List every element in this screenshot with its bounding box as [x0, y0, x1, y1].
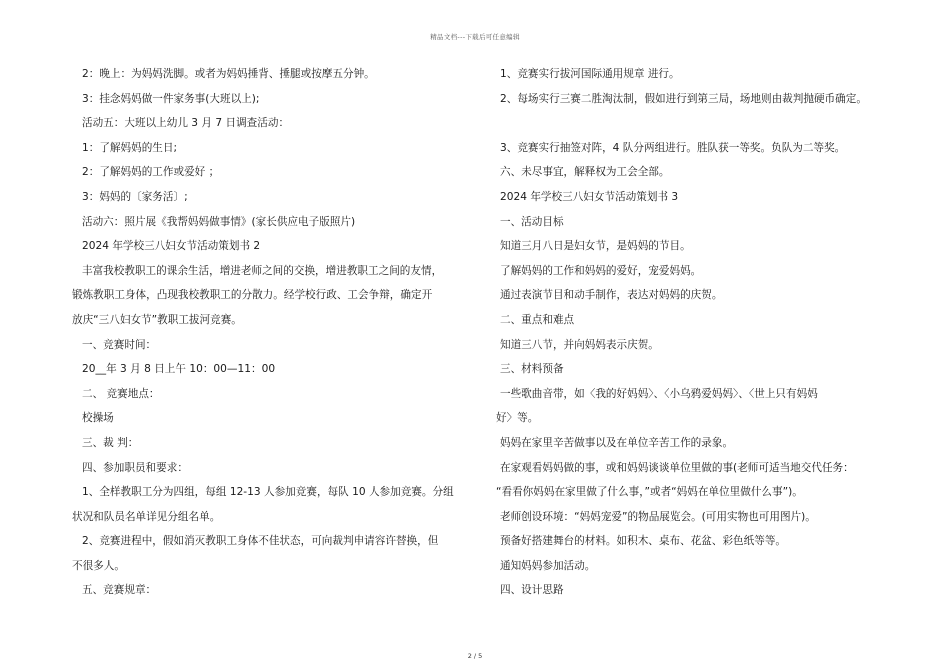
text-line: 四、设计思路 — [500, 584, 564, 597]
text-line: 2：了解妈妈的工作或爱好 ； — [82, 166, 220, 179]
text-line: 二、 竞赛地点： — [82, 387, 160, 400]
text-line: 知道三月八日是妇女节，是妈妈的节目。 — [500, 240, 691, 253]
text-line: 六、未尽事宜，解释权为工会全部。 — [500, 166, 670, 179]
text-line: 四、参加职员和要求： — [82, 461, 188, 474]
text-line: 通过表演节目和动手制作，表达对妈妈的庆贺。 — [500, 289, 723, 302]
text-line: 通知妈妈参加活动。 — [500, 559, 596, 572]
text-line: 一些歌曲音带，如〈我的好妈妈〉、〈小乌鸦爱妈妈〉、〈世上只有妈妈 — [500, 387, 818, 400]
text-line: 知道三八节，并向妈妈表示庆贺。 — [500, 338, 659, 351]
page-number: 2 / 5 — [467, 652, 483, 660]
text-line: 活动六：照片展《我帮妈妈做事情》(家长供应电子版照片) — [82, 215, 356, 228]
left-column — [72, 62, 455, 603]
text-line: 1、竞赛实行拔河国际通用规章 进行。 — [500, 68, 680, 80]
text-line: 1、全样教职工分为四组，每组 12-13 人参加竞赛，每队 10 人参加竞赛。分组 — [82, 486, 454, 499]
text-line: 老师创设环境：“妈妈宠爱”的物品展览会。(可用实物也可用图片)。 — [500, 510, 816, 523]
text-line: 2、竞赛进程中，假如消灭教职工身体不佳状态，可向裁判申请容许替换，但 — [82, 535, 439, 548]
right-column — [496, 62, 876, 603]
page-header: 精品文档---下载后可任意编辑 — [430, 33, 520, 41]
text-line: 1：了解妈妈的生日; — [82, 141, 178, 154]
section-title: 2024 年学校三八妇女节活动策划书 2 — [82, 240, 261, 253]
text-line: 3、竞赛实行抽签对阵，4 队分两组进行。胜队获一等奖。负队为二等奖。 — [500, 141, 846, 154]
text-line: 二、重点和难点 — [500, 313, 575, 326]
text-line: 丰富我校教职工的课余生活，增进老师之间的交换，增进教职工之间的友情， — [82, 264, 443, 277]
text-line: 妈妈在家里辛苦做事以及在单位辛苦工作的录象。 — [500, 436, 734, 449]
text-line: 三、材料预备 — [500, 363, 564, 376]
text-line: 一、竞赛时间： — [82, 338, 157, 351]
text-line: 活动五：大班以上幼儿 3 月 7 日调查活动： — [82, 117, 290, 130]
text-line: 三、裁 判： — [82, 436, 139, 449]
text-line: 五、竞赛规章： — [82, 584, 157, 597]
text-line: 放庆“三八妇女节”教职工拔河竞赛。 — [72, 313, 242, 326]
text-line: 状况和队员名单详见分组名单。 — [72, 510, 221, 523]
text-line: 好〉等。 — [496, 412, 539, 425]
text-line: 锻炼教职工身体，凸现我校教职工的分散力。经学校行政、工会争辩，确定开 — [72, 289, 433, 302]
section-title: 2024 年学校三八妇女节活动策划书 3 — [500, 190, 679, 203]
text-line: 2、每场实行三赛二胜淘汰制，假如进行到第三局，场地则由裁判抛硬币确定。 — [500, 92, 867, 105]
blank-line — [496, 111, 876, 136]
text-line: 3：妈妈的〔家务活〕; — [82, 190, 188, 203]
text-line: “看看你妈妈在家里做了什么事，”或者“妈妈在单位里做什么事”)。 — [496, 486, 803, 499]
text-line: 在家观看妈妈做的事，或和妈妈谈谈单位里做的事(老师可适当地交代任务： — [500, 461, 854, 474]
text-line: 一、活动目标 — [500, 215, 564, 228]
text-line: 了解妈妈的工作和妈妈的爱好，宠爱妈妈。 — [500, 264, 702, 277]
text-line: 校操场 — [82, 412, 114, 425]
text-line: 不很多人。 — [72, 559, 125, 572]
text-line: 2：晚上：为妈妈洗脚。或者为妈妈捶背、捶腿或按摩五分钟。 — [82, 68, 375, 80]
text-line: 3：挂念妈妈做一件家务事(大班以上); — [82, 92, 260, 105]
text-line: 预备好搭建舞台的材料。如积木、桌布、花盆、彩色纸等等。 — [500, 535, 787, 548]
text-line: 20__年 3 月 8 日上午 10：00—11：00 — [82, 363, 276, 376]
